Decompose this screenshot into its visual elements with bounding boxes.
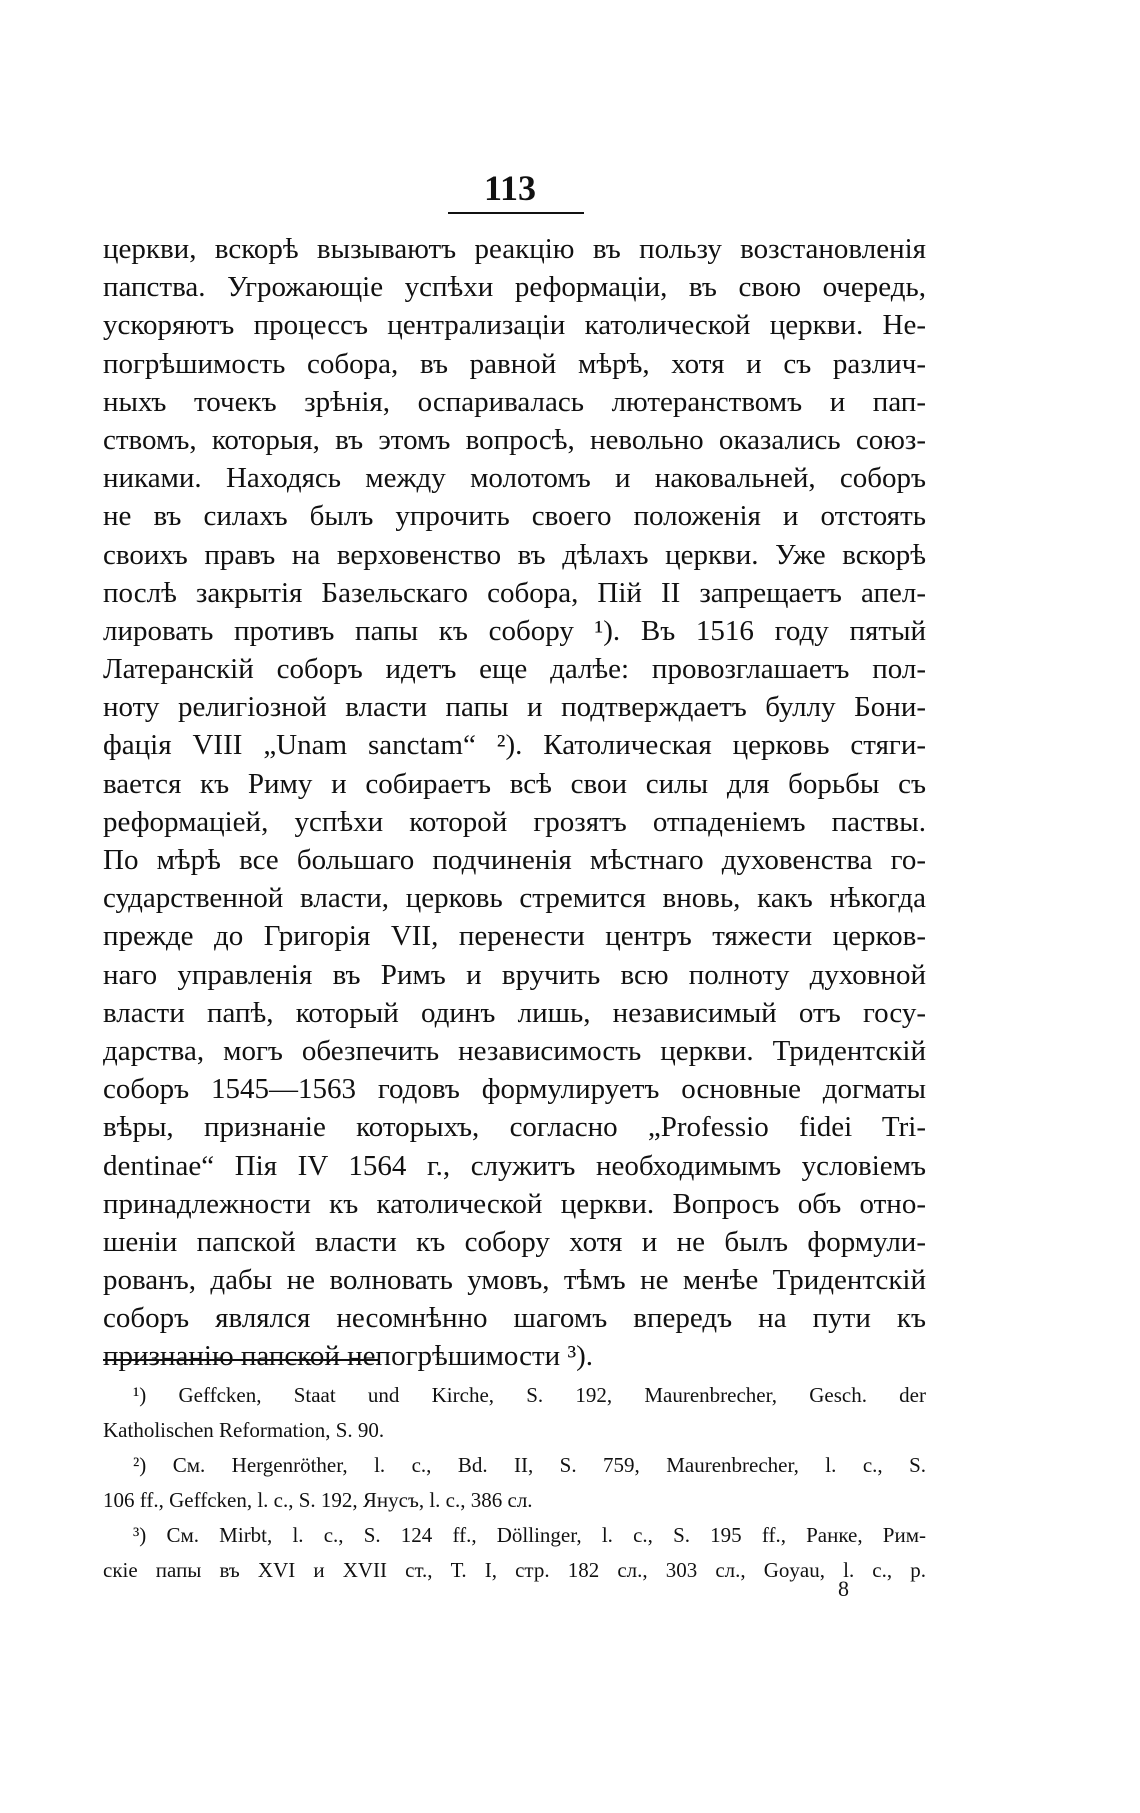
footnote-1: [103, 1378, 926, 1448]
body-line: соборъ являлся несомнѣнно шагомъ впередъ на пути къ: [103, 1302, 926, 1335]
body-line: своихъ правъ на верховенство въ дѣлахъ церкви. Уже вскорѣ: [103, 538, 926, 571]
body-line: наго управленія въ Римъ и вручить всю полноту духовной: [103, 958, 926, 991]
body-line: признанію папской непогрѣшимости ³).: [103, 1340, 594, 1373]
body-line: ныхъ точекъ зрѣнія, оспаривалась лютеранствомъ и пап-: [103, 385, 926, 418]
body-line: dentinae“ Пія IV 1564 г., служитъ необходимымъ условіемъ: [103, 1149, 926, 1182]
body-line: По мѣрѣ все большаго подчиненія мѣстнаго духовенства го-: [103, 844, 926, 876]
body-line: соборъ 1545—1563 годовъ формулируетъ основные догматы: [103, 1073, 926, 1106]
body-line: Латеранскій соборъ идетъ еще далѣе: провозглашаетъ пол-: [103, 653, 926, 686]
body-line: не въ силахъ былъ упрочить своего положенія и отстоять: [103, 500, 926, 533]
body-line: власти папѣ, который одинъ лишь, независимый отъ госу-: [103, 996, 926, 1029]
footnote-3: [103, 1518, 926, 1588]
body-line: сударственной власти, церковь стремится вновь, какъ нѣкогда: [103, 882, 926, 915]
body-line: ствомъ, которыя, въ этомъ вопросѣ, невольно оказались союз-: [103, 423, 926, 456]
footnote-line: ³) См. Mirbt, l. c., S. 124 ff., Döllinger, l. c., S. 195 ff., Ранке, Рим-: [133, 1523, 926, 1547]
body-line: церкви, вскорѣ вызываютъ реакцію въ пользу возстановленія: [103, 233, 926, 265]
footnote-line: Katholischen Reformation, S. 90.: [103, 1418, 385, 1442]
body-line: послѣ закрытія Базельскаго собора, Пій II запрещаетъ апел-: [103, 576, 926, 609]
body-text: [103, 230, 926, 1376]
body-line: вается къ Риму и собираетъ всѣ свои силы для борьбы съ: [103, 767, 926, 800]
body-line: дарства, могъ обезпечить независимость церкви. Тридентскій: [103, 1034, 926, 1067]
body-line: реформаціей, успѣхи которой грозятъ отпаденіемъ паствы.: [103, 805, 926, 838]
body-line: шеніи папской власти къ собору хотя и не былъ формули-: [103, 1225, 926, 1258]
footnote-rule: [103, 1359, 378, 1361]
body-line: ноту религіозной власти папы и подтверждаетъ буллу Бони-: [103, 691, 926, 724]
page-number: 113: [483, 168, 536, 208]
signature-mark: 8: [838, 1576, 849, 1601]
body-line: вѣры, признаніе которыхъ, согласно „Professio fidei Tri-: [103, 1111, 926, 1144]
body-line: ускоряютъ процессъ централизаціи католической церкви. Не-: [103, 309, 926, 342]
body-line: лировать противъ папы къ собору ¹). Въ 1516 году пятый: [103, 614, 926, 647]
footnotes: [103, 1378, 926, 1588]
body-line: рованъ, дабы не волновать умовъ, тѣмъ не менѣе Тридентскій: [103, 1264, 926, 1297]
footnote-line: 106 ff., Geffcken, l. c., S. 192, Янусъ, l. c., 386 сл.: [103, 1488, 533, 1512]
header-rule: [448, 212, 584, 214]
body-line: принадлежности къ католической церкви. Вопросъ объ отно-: [103, 1187, 926, 1220]
body-line: никами. Находясь между молотомъ и наковальней, соборъ: [103, 462, 926, 495]
footnote-2: [103, 1448, 926, 1518]
footnote-line: ¹) Geffcken, Staat und Kirche, S. 192, Maurenbrecher, Gesch. der: [133, 1383, 926, 1407]
footnote-line: скіе папы въ XVI и XVII ст., Т. I, стр. 182 сл., 303 сл., Goyau, l. c., p.: [103, 1558, 926, 1582]
footnote-line: ²) См. Hergenröther, l. c., Bd. II, S. 759, Maurenbrecher, l. c., S.: [133, 1453, 926, 1477]
body-line: фація VIII „Unam sanctam“ ²). Католическая церковь стяги-: [103, 729, 926, 762]
body-line: прежде до Григорія VII, перенести центръ тяжести церков-: [103, 920, 926, 953]
body-line: папства. Угрожающіе успѣхи реформаціи, въ свою очередь,: [103, 271, 926, 304]
body-line: погрѣшимость собора, въ равной мѣрѣ, хотя и съ различ-: [103, 347, 926, 380]
